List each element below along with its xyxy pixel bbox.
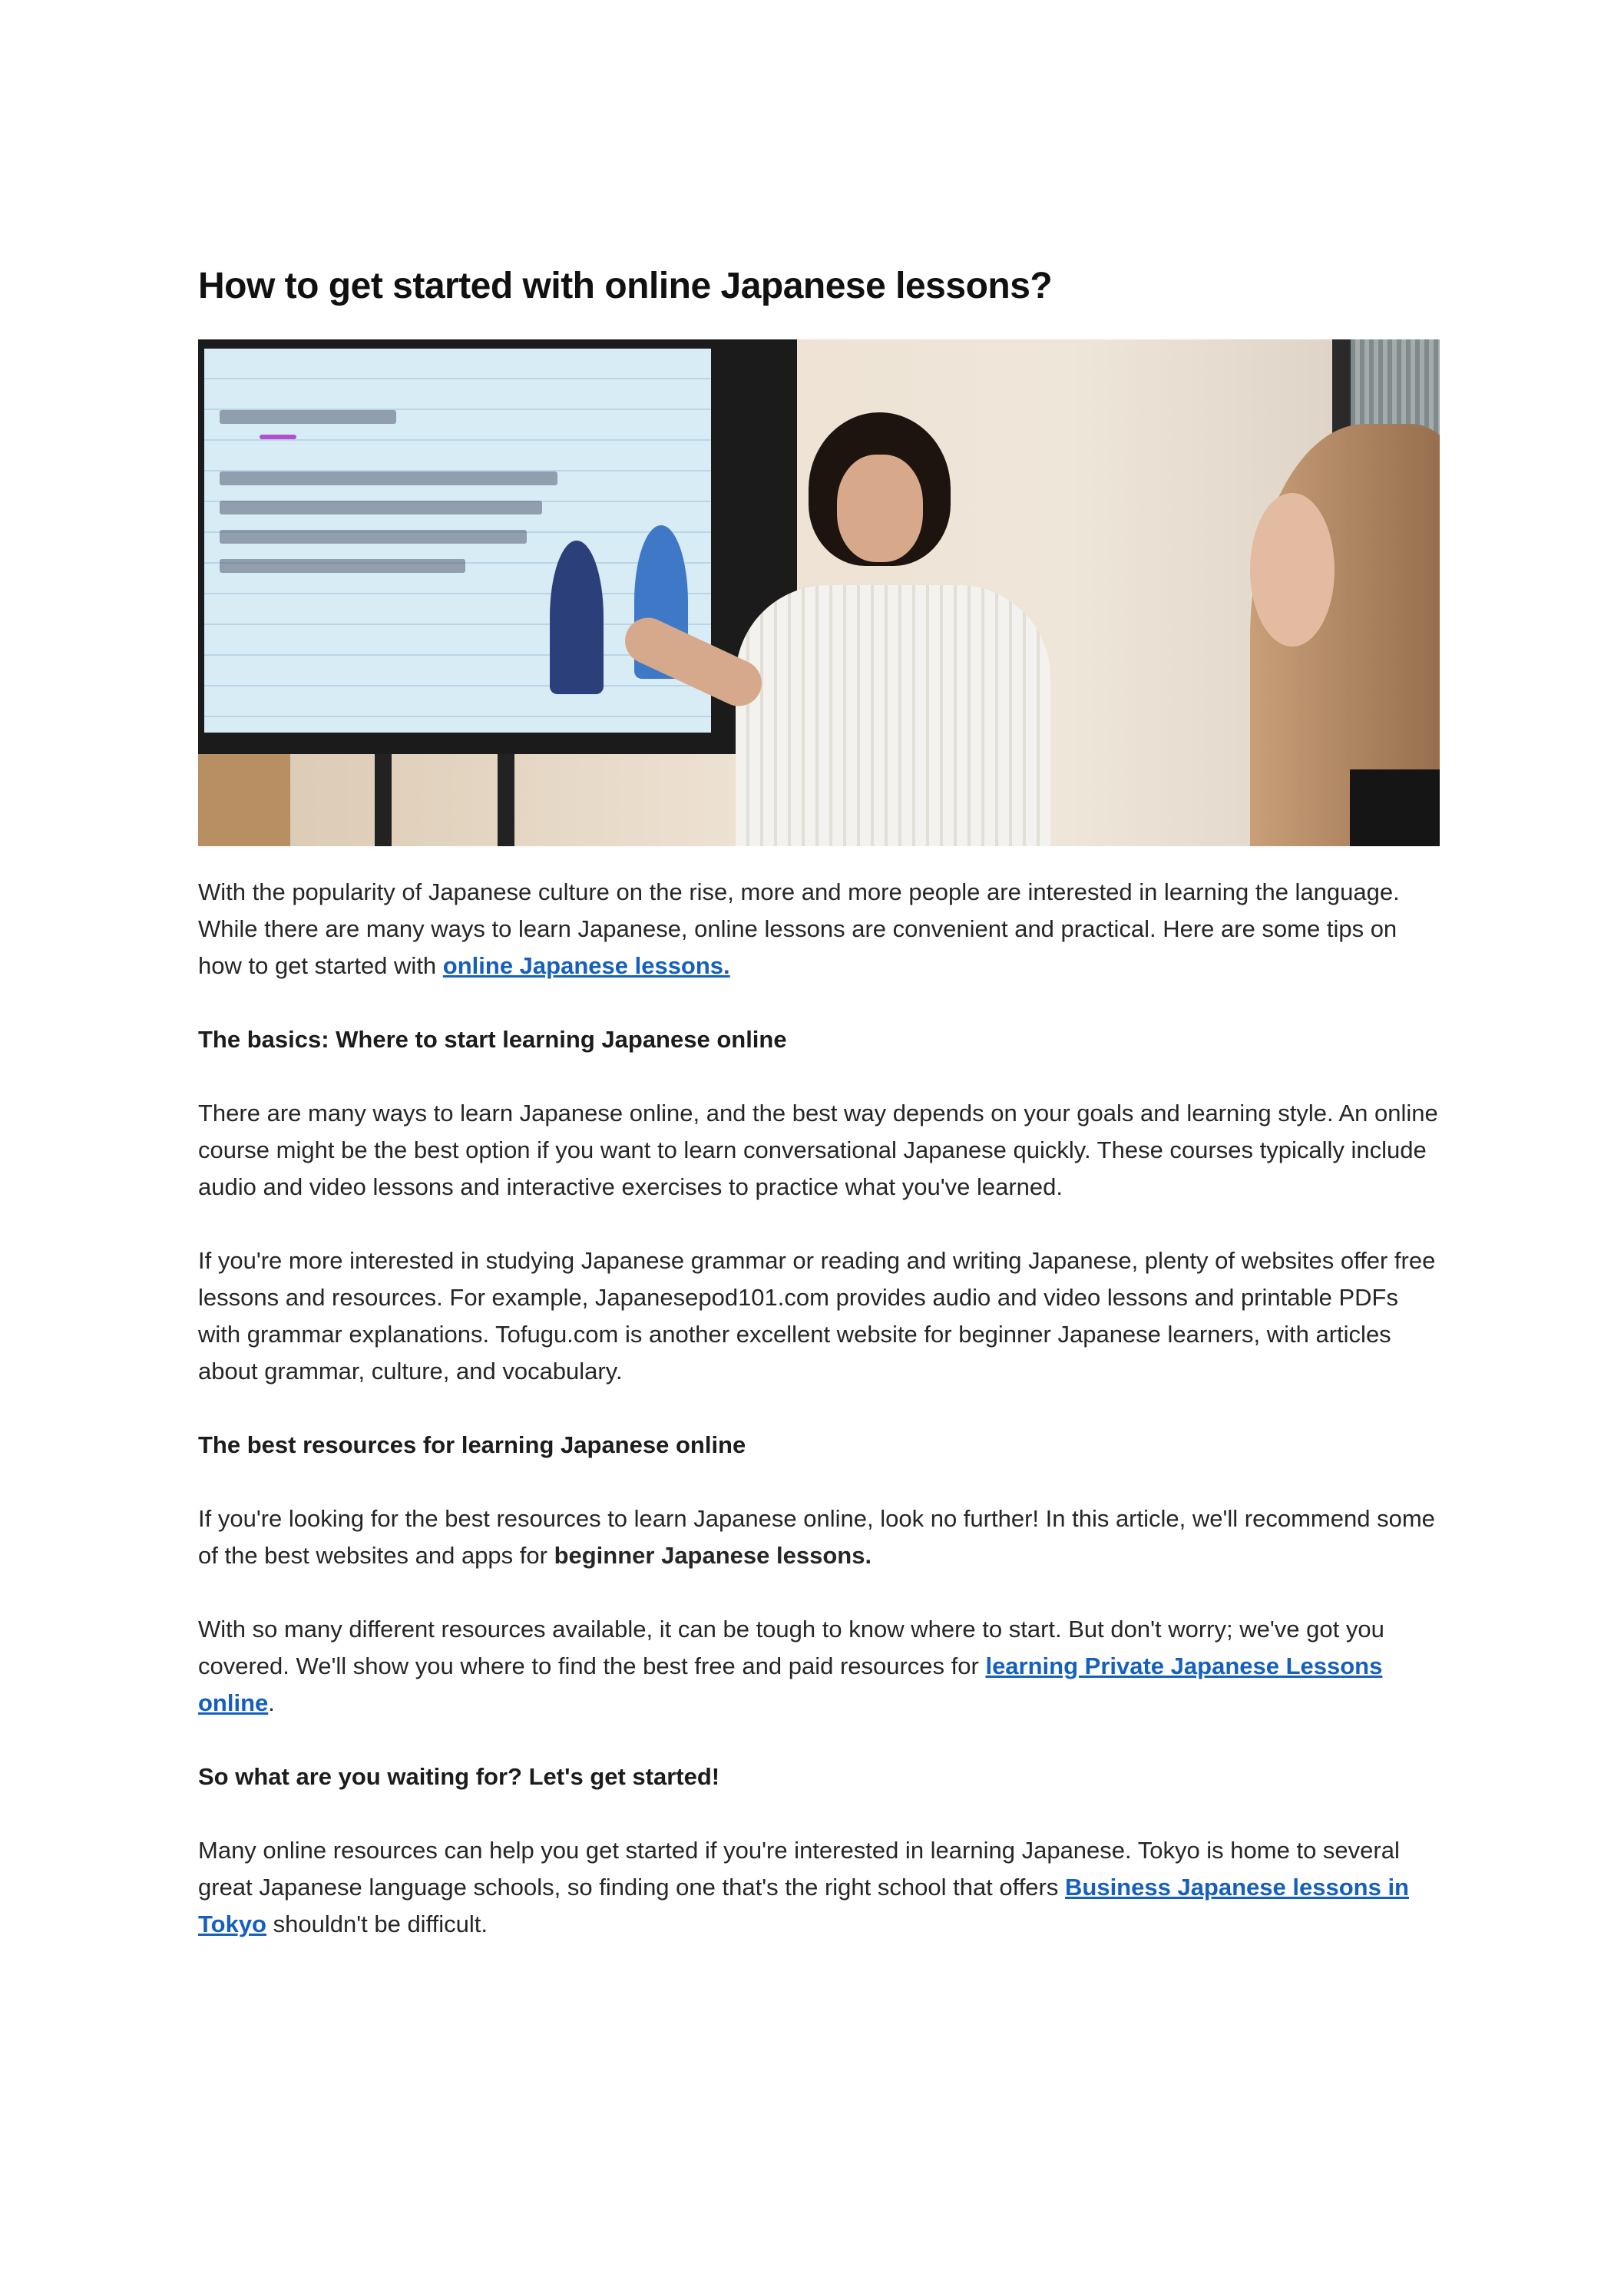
paragraph: Many online resources can help you get started if you're interested in learning Japanese. Tokyo is home to several great Japanese language schools, so finding one that's the right school that offers Business Japanese lessons in Tokyo shouldn't be difficult. bbox=[198, 1837, 1409, 1937]
wood-furniture bbox=[198, 754, 290, 846]
cartoon-figure bbox=[550, 541, 604, 694]
link-private-japanese-lessons[interactable]: learning Private Japanese Lessons online bbox=[198, 1653, 1383, 1716]
teacher bbox=[736, 585, 1050, 846]
link-online-japanese-lessons[interactable]: online Japanese lessons. bbox=[442, 952, 730, 979]
paragraph-intro: With the popularity of Japanese culture on the rise, more and more people are interested in learning the language. While there are many ways to learn Japanese, online lessons are convenient and practical. Here are some tips on how to get started with online Japanese lessons. bbox=[198, 878, 1400, 979]
tv-stand-leg bbox=[498, 754, 514, 846]
paragraph: With so many different resources available, it can be tough to know where to start. But don't worry; we've got you covered. We'll show you where to find the best free and paid resources for learning Private Japanese Lessons online. bbox=[198, 1616, 1384, 1716]
heading-best-resources: The best resources for learning Japanese online bbox=[198, 1431, 746, 1458]
link-business-japanese-tokyo[interactable]: Business Japanese lessons in Tokyo bbox=[198, 1874, 1409, 1937]
paragraph: If you're more interested in studying Japanese grammar or reading and writing Japanese, plenty of websites offer free lessons and resources. For example, Japanesepod101.com provides audio and video lessons and printable PDFs with grammar explanations. Tofugu.com is another excellent website for beginner Japanese learners, with articles about grammar, culture, and vocabulary. bbox=[198, 1247, 1436, 1385]
page-title: How to get started with online Japanese lessons? bbox=[198, 266, 1053, 306]
tv-stand-leg bbox=[375, 754, 392, 846]
whiteboard-screen bbox=[204, 349, 711, 733]
classroom-photo bbox=[198, 339, 1440, 846]
heading-get-started: So what are you waiting for? Let's get started! bbox=[198, 1763, 720, 1790]
paragraph: There are many ways to learn Japanese online, and the best way depends on your goals and learning style. An online course might be the best option if you want to learn conversational Japanese quickly. These courses typically include audio and video lessons and interactive exercises to practice what you've learned. bbox=[198, 1100, 1438, 1200]
heading-basics: The basics: Where to start learning Japanese online bbox=[198, 1026, 787, 1053]
article-body bbox=[198, 874, 1446, 1980]
paragraph: If you're looking for the best resources to learn Japanese online, look no further! In this article, we'll recommend some of the best websites and apps for beginner Japanese lessons. bbox=[198, 1505, 1435, 1569]
